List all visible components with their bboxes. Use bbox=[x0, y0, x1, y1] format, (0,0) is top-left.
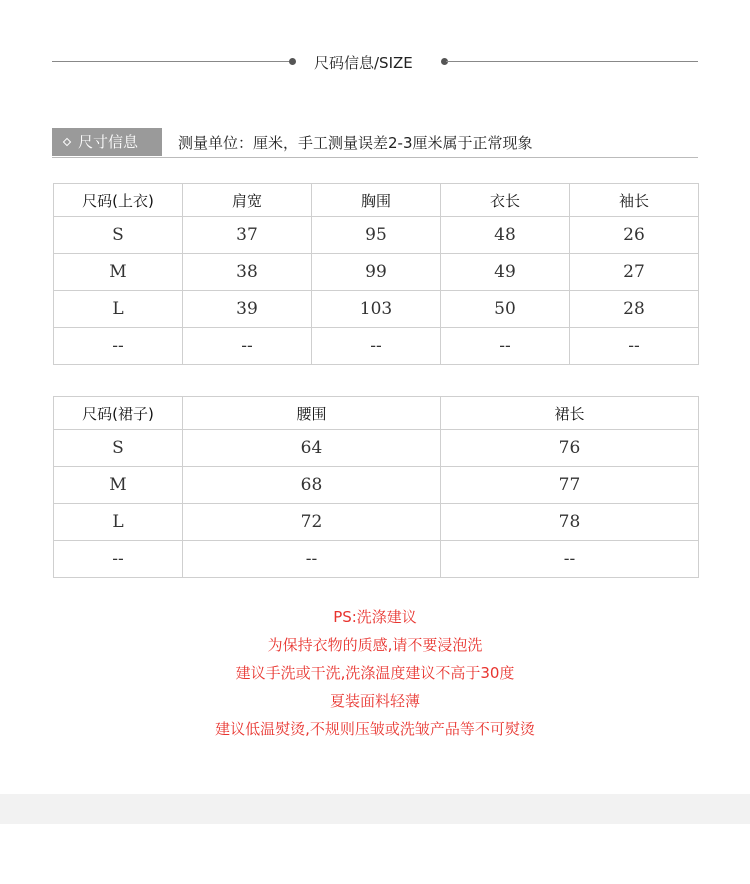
ps-note-line: 建议低温熨烫,不规则压皱或洗皱产品等不可熨烫 bbox=[215, 720, 535, 738]
header-bust: 胸围 bbox=[312, 184, 441, 217]
table-cell: -- bbox=[54, 541, 183, 578]
table-row bbox=[54, 504, 699, 541]
diamond-icon bbox=[63, 138, 71, 146]
table-cell: 39 bbox=[183, 291, 312, 328]
bottom-size-table bbox=[53, 396, 699, 578]
table-cell: -- bbox=[312, 328, 441, 365]
measurement-note: 测量单位：厘米，手工测量误差2-3厘米属于正常现象 bbox=[178, 134, 533, 152]
table-row bbox=[54, 328, 699, 365]
size-title-row bbox=[52, 50, 698, 74]
table-cell: L bbox=[54, 504, 183, 541]
table-row bbox=[54, 217, 699, 254]
bullet-dot-left bbox=[289, 58, 296, 65]
header-shoulder: 肩宽 bbox=[183, 184, 312, 217]
table-header-row bbox=[54, 397, 699, 430]
table-cell: S bbox=[54, 430, 183, 467]
table-cell: -- bbox=[183, 328, 312, 365]
table-row bbox=[54, 430, 699, 467]
header-size: 尺码(上衣) bbox=[54, 184, 183, 217]
ps-note-line: 为保持衣物的质感,请不要浸泡洗 bbox=[267, 636, 483, 654]
table-cell: 26 bbox=[570, 217, 699, 254]
table-cell: 49 bbox=[441, 254, 570, 291]
table-cell: -- bbox=[441, 541, 699, 578]
table-row bbox=[54, 541, 699, 578]
table-cell: 103 bbox=[312, 291, 441, 328]
table-cell: 76 bbox=[441, 430, 699, 467]
table-cell: 77 bbox=[441, 467, 699, 504]
table-cell: M bbox=[54, 467, 183, 504]
table-cell: -- bbox=[441, 328, 570, 365]
table-cell: -- bbox=[570, 328, 699, 365]
table-cell: 68 bbox=[183, 467, 441, 504]
table-cell: 64 bbox=[183, 430, 441, 467]
table-cell: 38 bbox=[183, 254, 312, 291]
size-info-tag bbox=[52, 128, 162, 156]
washing-notes bbox=[0, 603, 750, 743]
header-length: 衣长 bbox=[441, 184, 570, 217]
table-cell: 72 bbox=[183, 504, 441, 541]
ps-note-line: 夏装面料轻薄 bbox=[329, 692, 420, 710]
table-cell: 27 bbox=[570, 254, 699, 291]
top-size-table bbox=[53, 183, 699, 365]
table-row bbox=[54, 467, 699, 504]
table-cell: 50 bbox=[441, 291, 570, 328]
table-cell: 78 bbox=[441, 504, 699, 541]
table-header-row bbox=[54, 184, 699, 217]
header-waist: 腰围 bbox=[183, 397, 441, 430]
table-cell: S bbox=[54, 217, 183, 254]
header-size: 尺码(裙子) bbox=[54, 397, 183, 430]
divider-right bbox=[446, 61, 698, 62]
footer-band bbox=[0, 794, 750, 824]
page-title: 尺码信息/SIZE bbox=[314, 54, 413, 72]
table-cell: -- bbox=[54, 328, 183, 365]
table-cell: 48 bbox=[441, 217, 570, 254]
table-cell: 28 bbox=[570, 291, 699, 328]
table-row bbox=[54, 254, 699, 291]
table-cell: L bbox=[54, 291, 183, 328]
size-info-header bbox=[52, 128, 698, 158]
table-cell: 37 bbox=[183, 217, 312, 254]
divider-left bbox=[52, 61, 292, 62]
header-sleeve: 袖长 bbox=[570, 184, 699, 217]
table-cell: 95 bbox=[312, 217, 441, 254]
ps-note-line: PS:洗涤建议 bbox=[333, 608, 417, 626]
size-info-tag-label: 尺寸信息 bbox=[78, 133, 139, 151]
table-cell: M bbox=[54, 254, 183, 291]
table-cell: 99 bbox=[312, 254, 441, 291]
header-skirt-length: 裙长 bbox=[441, 397, 699, 430]
table-row bbox=[54, 291, 699, 328]
table-cell: -- bbox=[183, 541, 441, 578]
ps-note-line: 建议手洗或干洗,洗涤温度建议不高于30度 bbox=[235, 664, 515, 682]
